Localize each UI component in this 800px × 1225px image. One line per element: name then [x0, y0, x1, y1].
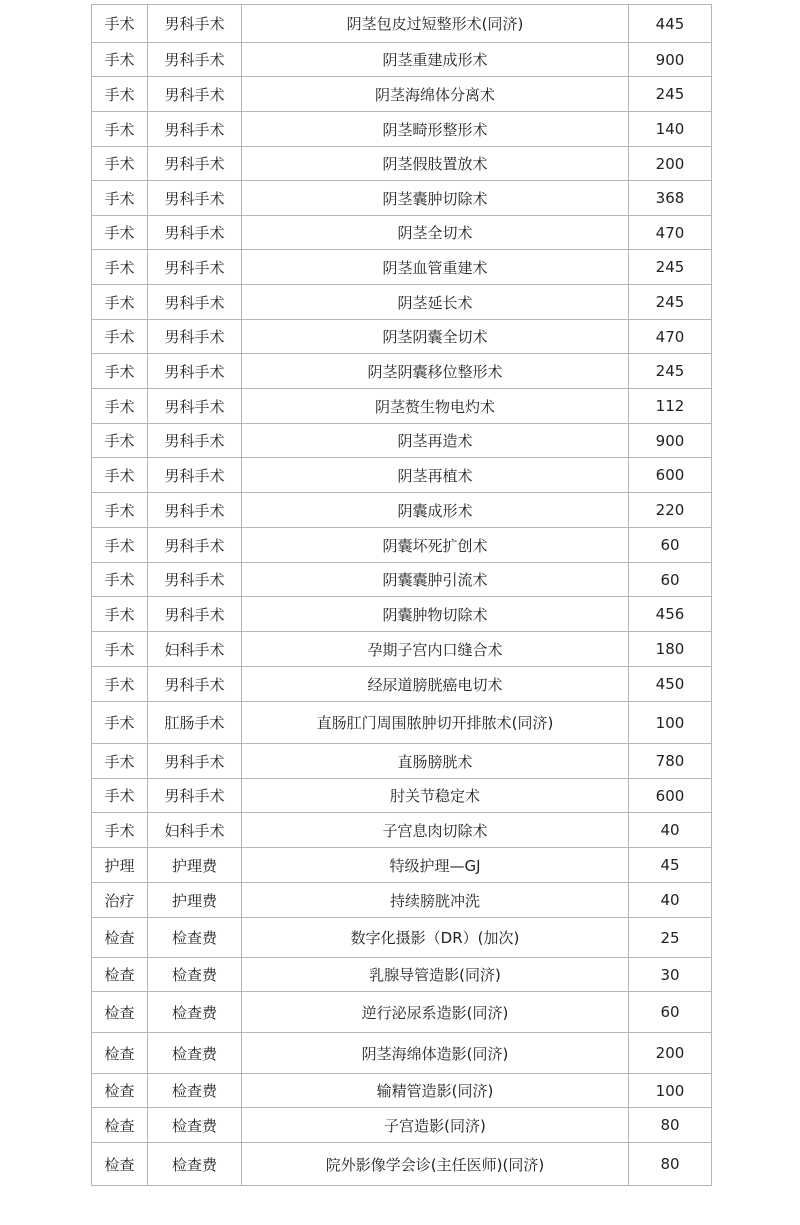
price-cell: 60 [629, 992, 712, 1033]
table-row [92, 1033, 712, 1074]
price-cell: 900 [629, 43, 712, 77]
type-cell: 检查费 [148, 918, 242, 958]
name-cell: 阴茎海绵体造影(同济) [242, 1033, 629, 1074]
name-cell: 阴茎畸形整形术 [242, 112, 629, 147]
table-row [92, 702, 712, 744]
category-cell: 手术 [92, 43, 148, 77]
table-row [92, 632, 712, 667]
table-row [92, 1074, 712, 1108]
price-cell: 245 [629, 250, 712, 285]
category-cell: 检查 [92, 1033, 148, 1074]
type-cell: 检查费 [148, 1143, 242, 1186]
price-cell: 456 [629, 597, 712, 632]
table-row [92, 918, 712, 958]
name-cell: 直肠肛门周围脓肿切开排脓术(同济) [242, 702, 629, 744]
table-row [92, 5, 712, 43]
type-cell: 男科手术 [148, 458, 242, 493]
type-cell: 男科手术 [148, 354, 242, 389]
table-row [92, 597, 712, 632]
name-cell: 院外影像学会诊(主任医师)(同济) [242, 1143, 629, 1186]
name-cell: 阴茎囊肿切除术 [242, 181, 629, 216]
name-cell: 阴茎阴囊全切术 [242, 320, 629, 354]
category-cell: 手术 [92, 5, 148, 43]
price-cell: 100 [629, 1074, 712, 1108]
table-row [92, 250, 712, 285]
category-cell: 手术 [92, 216, 148, 250]
type-cell: 男科手术 [148, 528, 242, 563]
type-cell: 妇科手术 [148, 813, 242, 848]
name-cell: 阴茎阴囊移位整形术 [242, 354, 629, 389]
type-cell: 男科手术 [148, 667, 242, 702]
table-row [92, 112, 712, 147]
type-cell: 护理费 [148, 883, 242, 918]
price-cell: 200 [629, 147, 712, 181]
category-cell: 手术 [92, 250, 148, 285]
price-cell: 200 [629, 1033, 712, 1074]
name-cell: 阴茎包皮过短整形术(同济) [242, 5, 629, 43]
name-cell: 阴茎假肢置放术 [242, 147, 629, 181]
category-cell: 手术 [92, 147, 148, 181]
type-cell: 男科手术 [148, 744, 242, 779]
name-cell: 输精管造影(同济) [242, 1074, 629, 1108]
name-cell: 子宫息肉切除术 [242, 813, 629, 848]
category-cell: 手术 [92, 112, 148, 147]
price-cell: 780 [629, 744, 712, 779]
category-cell: 手术 [92, 813, 148, 848]
category-cell: 手术 [92, 632, 148, 667]
price-cell: 60 [629, 528, 712, 563]
type-cell: 检查费 [148, 958, 242, 992]
name-cell: 阴茎血管重建术 [242, 250, 629, 285]
price-cell: 40 [629, 883, 712, 918]
price-cell: 450 [629, 667, 712, 702]
table-row [92, 216, 712, 250]
price-cell: 600 [629, 458, 712, 493]
name-cell: 乳腺导管造影(同济) [242, 958, 629, 992]
type-cell: 男科手术 [148, 5, 242, 43]
type-cell: 男科手术 [148, 216, 242, 250]
price-cell: 445 [629, 5, 712, 43]
name-cell: 阴囊坏死扩创术 [242, 528, 629, 563]
type-cell: 男科手术 [148, 147, 242, 181]
name-cell: 阴茎赘生物电灼术 [242, 389, 629, 424]
price-cell: 40 [629, 813, 712, 848]
category-cell: 手术 [92, 493, 148, 528]
category-cell: 手术 [92, 744, 148, 779]
name-cell: 特级护理—GJ [242, 848, 629, 883]
category-cell: 手术 [92, 563, 148, 597]
category-cell: 护理 [92, 848, 148, 883]
category-cell: 检查 [92, 1143, 148, 1186]
price-cell: 245 [629, 77, 712, 112]
type-cell: 男科手术 [148, 597, 242, 632]
type-cell: 男科手术 [148, 77, 242, 112]
name-cell: 阴茎再植术 [242, 458, 629, 493]
table-row [92, 147, 712, 181]
name-cell: 孕期子宫内口缝合术 [242, 632, 629, 667]
table-row [92, 389, 712, 424]
table-row [92, 1143, 712, 1186]
table-row [92, 667, 712, 702]
name-cell: 阴茎全切术 [242, 216, 629, 250]
table-row [92, 43, 712, 77]
price-table-body [92, 5, 712, 1186]
type-cell: 检查费 [148, 1108, 242, 1143]
category-cell: 治疗 [92, 883, 148, 918]
table-row [92, 848, 712, 883]
price-cell: 470 [629, 320, 712, 354]
table-row [92, 424, 712, 458]
table-row [92, 563, 712, 597]
table-row [92, 493, 712, 528]
name-cell: 阴囊成形术 [242, 493, 629, 528]
table-row [92, 992, 712, 1033]
type-cell: 检查费 [148, 992, 242, 1033]
category-cell: 检查 [92, 918, 148, 958]
price-cell: 80 [629, 1143, 712, 1186]
type-cell: 检查费 [148, 1033, 242, 1074]
category-cell: 检查 [92, 1074, 148, 1108]
price-cell: 245 [629, 354, 712, 389]
category-cell: 手术 [92, 320, 148, 354]
type-cell: 男科手术 [148, 424, 242, 458]
type-cell: 男科手术 [148, 285, 242, 320]
table-row [92, 285, 712, 320]
type-cell: 男科手术 [148, 181, 242, 216]
price-cell: 368 [629, 181, 712, 216]
table-row [92, 744, 712, 779]
type-cell: 妇科手术 [148, 632, 242, 667]
name-cell: 阴茎海绵体分离术 [242, 77, 629, 112]
price-cell: 60 [629, 563, 712, 597]
name-cell: 逆行泌尿系造影(同济) [242, 992, 629, 1033]
price-cell: 45 [629, 848, 712, 883]
table-row [92, 320, 712, 354]
price-cell: 112 [629, 389, 712, 424]
table-row [92, 813, 712, 848]
price-cell: 600 [629, 779, 712, 813]
price-cell: 100 [629, 702, 712, 744]
category-cell: 检查 [92, 958, 148, 992]
name-cell: 经尿道膀胱癌电切术 [242, 667, 629, 702]
type-cell: 男科手术 [148, 250, 242, 285]
name-cell: 阴囊囊肿引流术 [242, 563, 629, 597]
name-cell: 子宫造影(同济) [242, 1108, 629, 1143]
category-cell: 手术 [92, 779, 148, 813]
category-cell: 手术 [92, 528, 148, 563]
category-cell: 手术 [92, 667, 148, 702]
price-cell: 140 [629, 112, 712, 147]
category-cell: 手术 [92, 702, 148, 744]
table-row [92, 77, 712, 112]
table-row [92, 958, 712, 992]
table-row [92, 354, 712, 389]
price-cell: 180 [629, 632, 712, 667]
type-cell: 肛肠手术 [148, 702, 242, 744]
price-table [91, 4, 712, 1186]
type-cell: 男科手术 [148, 43, 242, 77]
name-cell: 持续膀胱冲洗 [242, 883, 629, 918]
price-cell: 900 [629, 424, 712, 458]
category-cell: 手术 [92, 354, 148, 389]
type-cell: 男科手术 [148, 493, 242, 528]
price-cell: 30 [629, 958, 712, 992]
price-cell: 25 [629, 918, 712, 958]
table-row [92, 779, 712, 813]
category-cell: 手术 [92, 181, 148, 216]
type-cell: 护理费 [148, 848, 242, 883]
category-cell: 检查 [92, 1108, 148, 1143]
type-cell: 男科手术 [148, 389, 242, 424]
category-cell: 手术 [92, 458, 148, 493]
table-row [92, 458, 712, 493]
category-cell: 手术 [92, 597, 148, 632]
type-cell: 检查费 [148, 1074, 242, 1108]
category-cell: 手术 [92, 285, 148, 320]
price-cell: 220 [629, 493, 712, 528]
table-row [92, 1108, 712, 1143]
type-cell: 男科手术 [148, 563, 242, 597]
table-row [92, 181, 712, 216]
price-cell: 470 [629, 216, 712, 250]
type-cell: 男科手术 [148, 320, 242, 354]
category-cell: 手术 [92, 389, 148, 424]
category-cell: 手术 [92, 77, 148, 112]
name-cell: 阴茎再造术 [242, 424, 629, 458]
price-cell: 245 [629, 285, 712, 320]
name-cell: 数字化摄影（DR）(加次) [242, 918, 629, 958]
category-cell: 检查 [92, 992, 148, 1033]
name-cell: 阴茎延长术 [242, 285, 629, 320]
name-cell: 肘关节稳定术 [242, 779, 629, 813]
table-row [92, 528, 712, 563]
price-cell: 80 [629, 1108, 712, 1143]
name-cell: 阴茎重建成形术 [242, 43, 629, 77]
table-row [92, 883, 712, 918]
type-cell: 男科手术 [148, 112, 242, 147]
name-cell: 阴囊肿物切除术 [242, 597, 629, 632]
category-cell: 手术 [92, 424, 148, 458]
type-cell: 男科手术 [148, 779, 242, 813]
name-cell: 直肠膀胱术 [242, 744, 629, 779]
